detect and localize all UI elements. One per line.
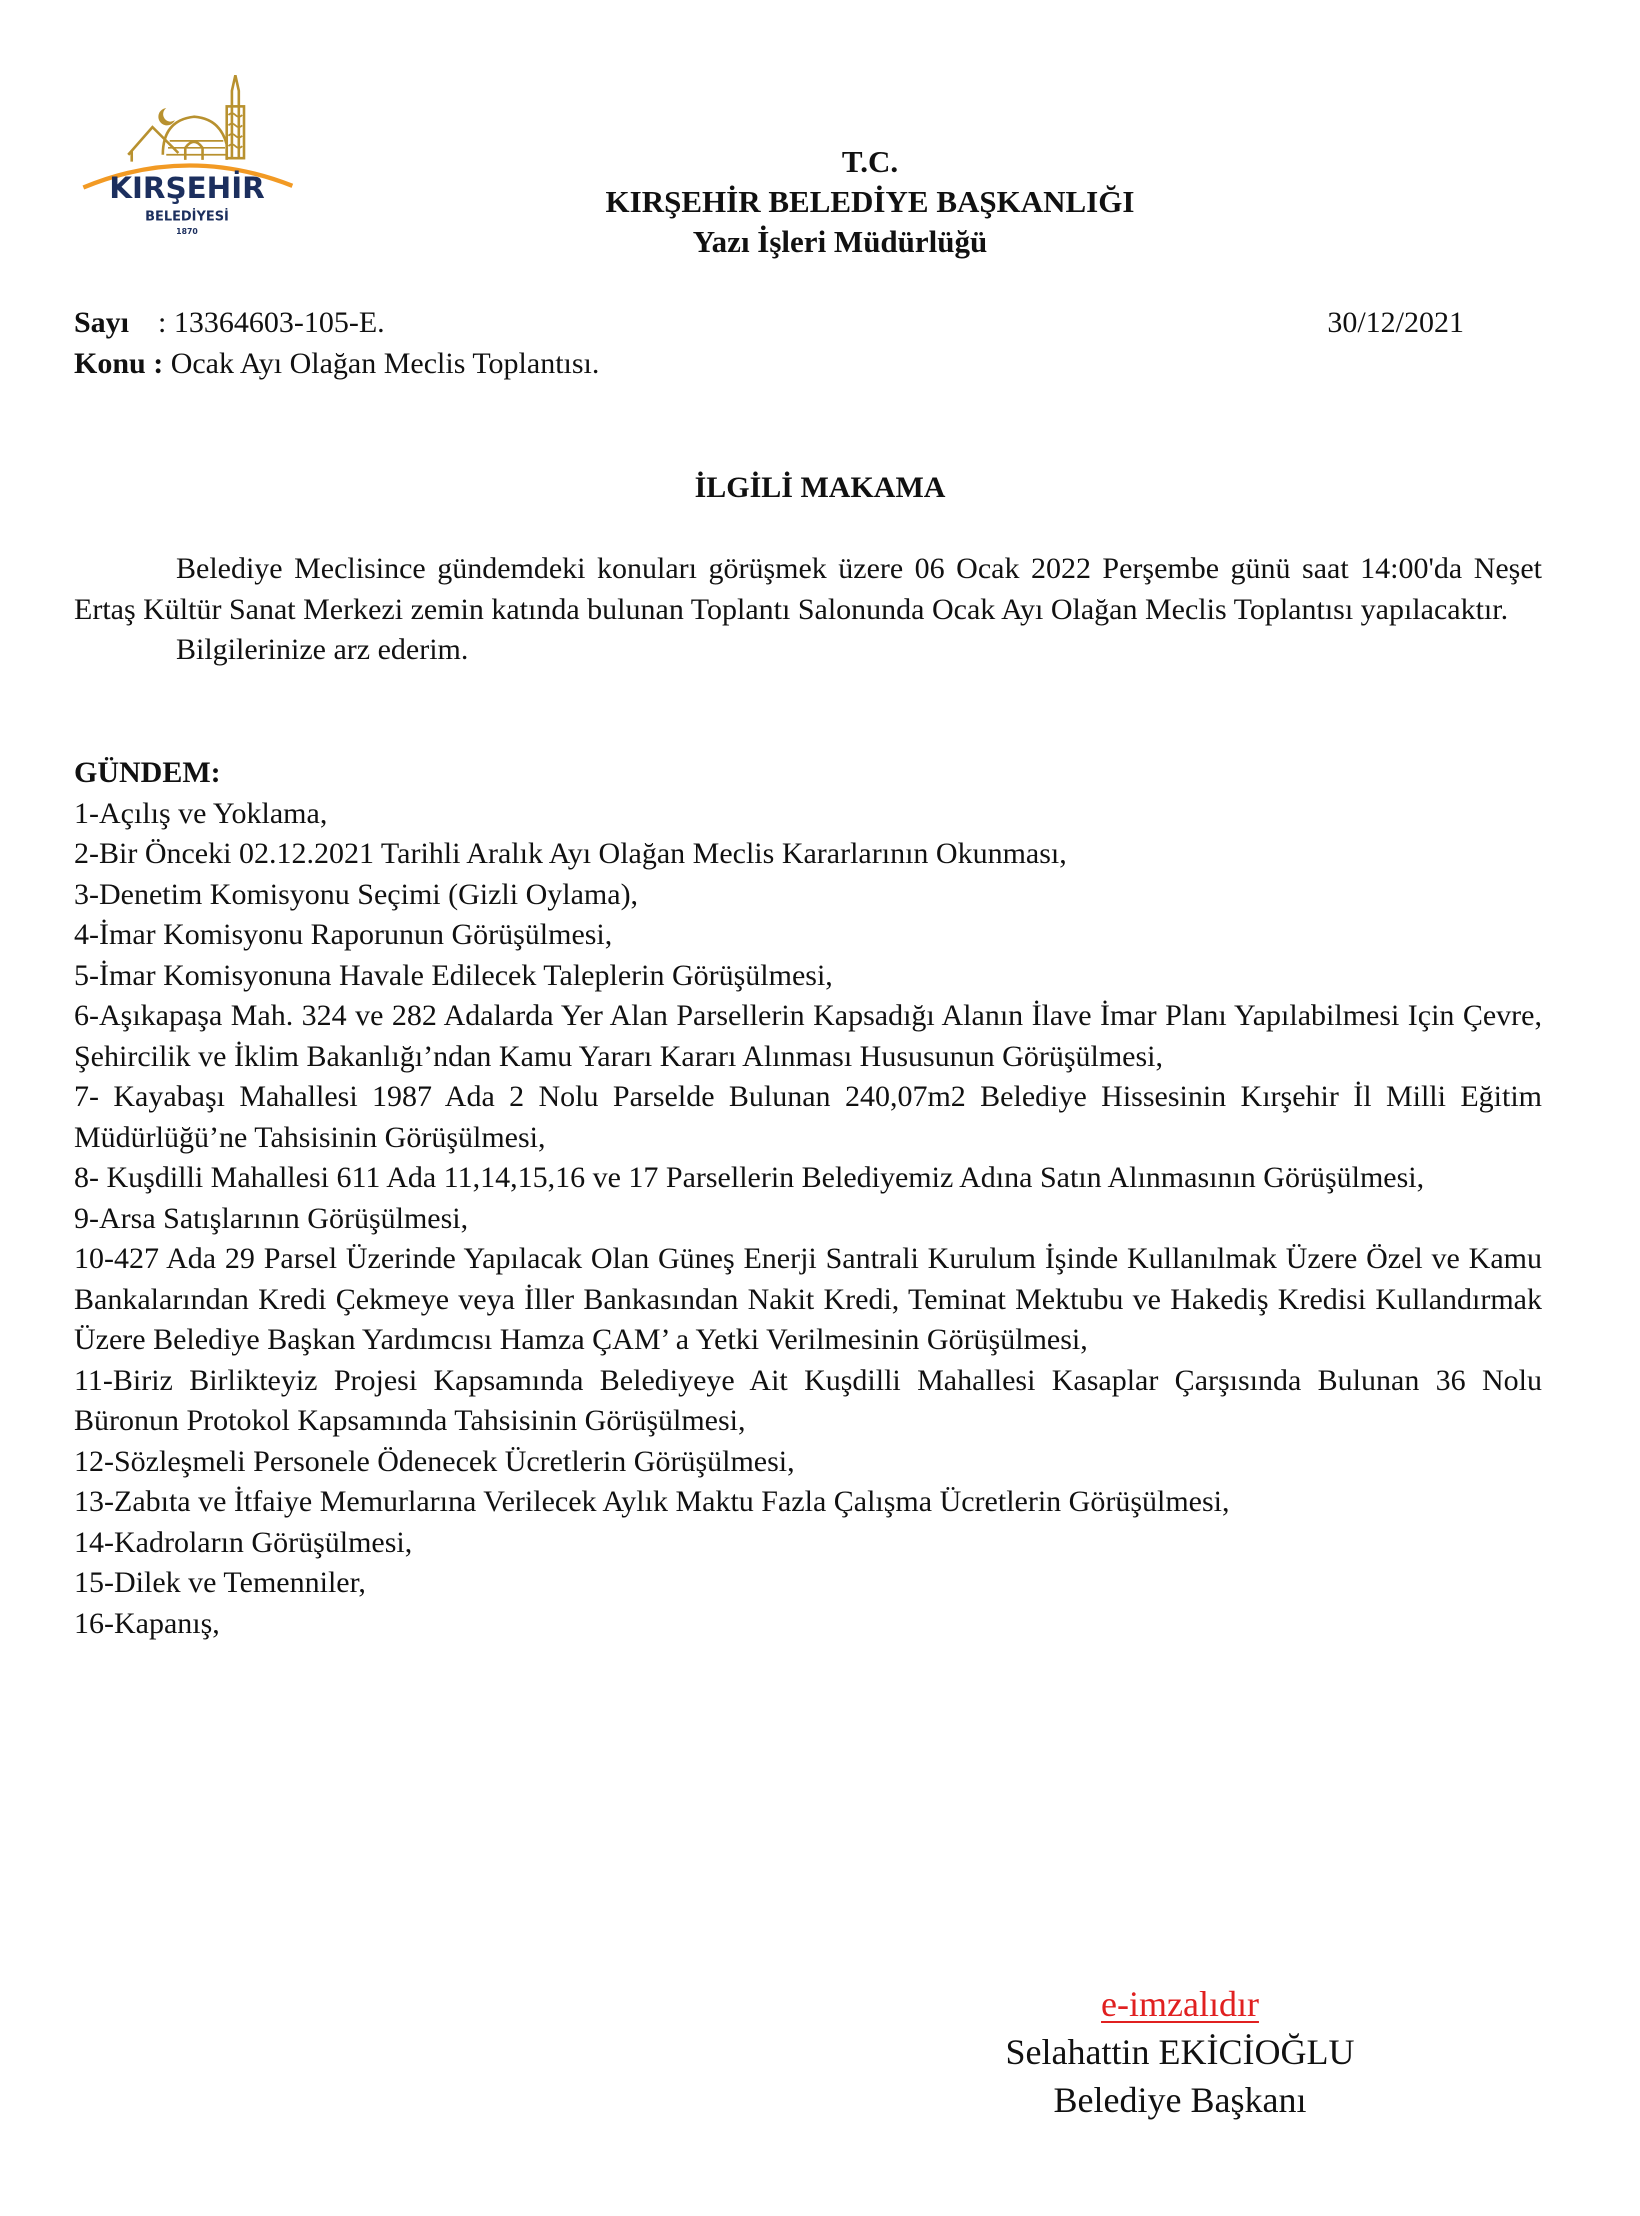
body-paragraph: Belediye Meclisince gündemdeki konuları görüşmek üzere 06 Ocak 2022 Perşembe günü saat 14:00'da Neşet Ertaş Kültür Sanat Merkezi zemin katında bulunan Toplantı Salonunda Ocak Ayı Olağan Meclis Toplantısı yapılacaktır.	[74, 552, 1542, 626]
mosque-skyline-logo-icon	[62, 58, 312, 248]
svg-text:BELEDİYESİ: BELEDİYESİ	[145, 209, 229, 225]
agenda-item: 2-Bir Önceki 02.12.2021 Tarihli Aralık Ayı Olağan Meclis Kararlarının Okunması,	[74, 837, 1067, 870]
closing-line: Bilgilerinize arz ederim.	[176, 633, 469, 666]
signature-block	[960, 1980, 1400, 2124]
agenda-item: 6-Aşıkapaşa Mah. 324 ve 282 Adalarda Yer Alan Parsellerin Kapsadığı Alanın İlave İmar Planı Yapılabilmesi Için Çevre, Şehircilik ve İklim Bakanlığı’ndan Kamu Yararı Kararı Alınması Hususunun Görüşülmesi,	[74, 999, 1542, 1073]
agenda-item: 15-Dilek ve Temenniler,	[74, 1566, 366, 1599]
agenda-item: 5-İmar Komisyonuna Havale Edilecek Taleplerin Görüşülmesi,	[74, 958, 833, 992]
agenda-item: 12-Sözleşmeli Personele Ödenecek Ücretlerin Görüşülmesi,	[74, 1444, 795, 1478]
header-institution: KIRŞEHİR BELEDİYE BAŞKANLIĞI	[605, 184, 1135, 219]
konu-row	[74, 343, 1464, 384]
agenda-item: 1-Açılış ve Yoklama,	[74, 796, 328, 830]
agenda-list	[74, 794, 1542, 1645]
svg-text:KIRŞEHİR: KIRŞEHİR	[109, 170, 265, 205]
sayi-value: : 13364603-105-E.	[158, 306, 385, 339]
letter-body	[74, 549, 1542, 671]
signatory-name: Selahattin EKİCİOĞLU	[1005, 2032, 1355, 2072]
agenda-item: 13-Zabıta ve İtfaiye Memurlarına Verilecek Aylık Maktu Fazla Çalışma Ücretlerin Görüşülmesi,	[74, 1485, 1230, 1518]
svg-text:1870: 1870	[176, 227, 198, 237]
agenda-section	[74, 753, 1542, 1644]
kirsehir-belediyesi-logo	[62, 58, 312, 248]
addressee-heading: İLGİLİ MAKAMA	[694, 471, 946, 504]
agenda-item: 14-Kadroların Görüşülmesi,	[74, 1525, 413, 1559]
agenda-item: 3-Denetim Komisyonu Seçimi (Gizli Oylama),	[74, 877, 639, 911]
agenda-title: GÜNDEM:	[74, 756, 221, 789]
header-tc: T.C.	[841, 144, 899, 179]
agenda-item: 9-Arsa Satışlarının Görüşülmesi,	[74, 1201, 469, 1235]
agenda-item: 8- Kuşdilli Mahallesi 611 Ada 11,14,15,16 ve 17 Parsellerin Belediyemiz Adına Satın Alınmasının Görüşülmesi,	[74, 1161, 1425, 1194]
konu-label: Konu :	[74, 347, 164, 380]
document-date: 30/12/2021	[1327, 306, 1464, 339]
agenda-item: 7- Kayabaşı Mahallesi 1987 Ada 2 Nolu Parselde Bulunan 240,07m2 Belediye Hissesinin Kırşehir İl Milli Eğitim Müdürlüğü’ne Tahsisinin Görüşülmesi,	[74, 1080, 1542, 1154]
agenda-item: 4-İmar Komisyonu Raporunun Görüşülmesi,	[74, 918, 613, 951]
agenda-item: 16-Kapanış,	[74, 1606, 220, 1640]
header-department: Yazı İşleri Müdürlüğü	[692, 224, 988, 259]
sayi-label: Sayı	[74, 306, 130, 339]
signatory-title: Belediye Başkanı	[1053, 2080, 1307, 2120]
sayi-row	[74, 302, 1464, 343]
e-signature-status: e-imzalıdır	[1101, 1984, 1259, 2024]
letterhead	[400, 142, 1340, 262]
document-meta	[74, 302, 1464, 384]
konu-value: Ocak Ayı Olağan Meclis Toplantısı.	[170, 347, 600, 380]
agenda-item: 10-427 Ada 29 Parsel Üzerinde Yapılacak Olan Güneş Enerji Santrali Kurulum İşinde Kullanılmak Üzere Özel ve Kamu Bankalarından Kredi Çekmeye veya İller Bankasından Nakit Kredi, Teminat Mektubu ve Hakediş Kredisi Kullandırmak Üzere Belediye Başkan Yardımcısı Hamza ÇAM’ a Yetki Verilmesinin Görüşülmesi,	[74, 1242, 1542, 1356]
agenda-item: 11-Biriz Birlikteyiz Projesi Kapsamında Belediyeye Ait Kuşdilli Mahallesi Kasaplar Çarşısında Bulunan 36 Nolu Büronun Protokol Kapsamında Tahsisinin Görüşülmesi,	[74, 1363, 1542, 1437]
